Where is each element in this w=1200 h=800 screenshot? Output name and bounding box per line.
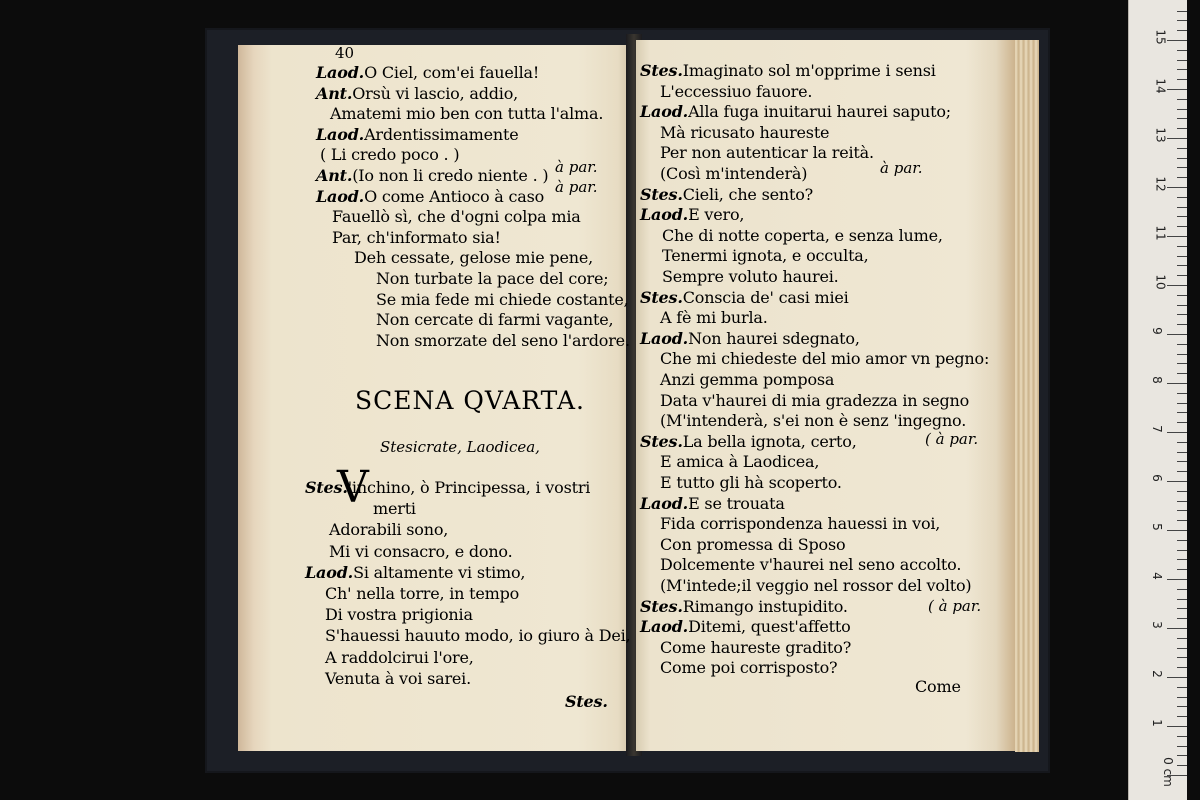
text-line <box>660 309 768 327</box>
ruler-tick <box>1177 99 1187 100</box>
verse-text: Come haureste gradito? <box>660 637 852 657</box>
speaker-label: Stes. <box>640 61 683 80</box>
ruler-tick <box>1167 285 1187 286</box>
text-line <box>376 311 613 329</box>
ruler-tick <box>1177 197 1187 198</box>
verse-text: Rimango instupidito. <box>682 596 848 616</box>
verse-text: Imaginato sol m'opprime i sensi <box>682 61 936 80</box>
ruler-tick <box>1177 275 1187 276</box>
ruler-tick <box>1177 618 1187 619</box>
ruler-tick <box>1177 373 1187 374</box>
text-line <box>376 332 630 350</box>
catchword: Stes. <box>565 692 608 711</box>
text-line <box>660 474 842 492</box>
ruler-tick <box>1167 334 1187 335</box>
ruler-label: 6 <box>1149 474 1164 482</box>
verse-text: Mi vi consacro, e dono. <box>329 541 513 561</box>
verse-text: Sempre voluto haurei. <box>662 267 839 286</box>
text-line <box>325 627 630 645</box>
text-line <box>640 103 951 121</box>
ruler-tick <box>1177 412 1187 413</box>
verse-text: Che di notte coperta, e senza lume, <box>662 225 943 245</box>
ruler-label: 10 <box>1153 274 1168 290</box>
verse-text: Fauellò sì, che d'ogni colpa mia <box>332 207 581 227</box>
text-line <box>640 433 857 451</box>
text-line <box>662 247 869 265</box>
ruler-tick <box>1177 442 1187 443</box>
ruler-tick <box>1177 559 1187 560</box>
ruler-tick <box>1177 648 1187 649</box>
text-line <box>325 606 473 624</box>
ruler-tick <box>1177 324 1187 325</box>
ruler-label: 15 <box>1153 29 1168 45</box>
speaker-label: Laod. <box>316 124 365 144</box>
verse-text: (M'intenderà, s'ei non è senz 'ingegno. <box>660 411 967 431</box>
ruler-tick <box>1177 177 1187 178</box>
ruler-tick <box>1177 158 1187 159</box>
text-line <box>329 543 512 561</box>
ruler-tick <box>1177 226 1187 227</box>
text-line <box>640 289 849 307</box>
verse-text: Come poi corrisposto? <box>660 658 838 678</box>
verse-text: O Ciel, com'ei fauella! <box>364 63 540 82</box>
verse-text: Non smorzate del seno l'ardore. <box>376 330 630 350</box>
speaker-label: Laod. <box>640 205 689 225</box>
ruler-label: 4 <box>1149 572 1164 580</box>
text-line <box>320 146 459 164</box>
text-line <box>325 670 471 688</box>
ruler-tick <box>1177 608 1187 609</box>
text-line <box>329 521 448 539</box>
verse-text: A raddolcirui l'ore, <box>325 647 474 667</box>
ruler-label: 0 cm <box>1160 757 1175 787</box>
text-line <box>354 249 593 267</box>
ruler-tick <box>1177 207 1187 208</box>
verse-text: Adorabili sono, <box>329 520 449 540</box>
text-line <box>662 268 839 286</box>
text-line <box>660 350 989 368</box>
ruler-tick <box>1177 471 1187 472</box>
ruler-tick <box>1177 265 1187 266</box>
text-line <box>660 515 940 533</box>
speaker-label: Stes. <box>640 431 683 451</box>
ruler-tick <box>1167 138 1187 139</box>
verse-text: Orsù vi lascio, addio, <box>352 83 519 103</box>
ruler-tick <box>1177 746 1187 747</box>
verse-text: Par, ch'informato sia! <box>332 227 501 247</box>
verse-text: Conscia de' casi miei <box>682 287 849 307</box>
ruler-tick <box>1177 69 1187 70</box>
speaker-label: Laod. <box>305 562 354 582</box>
scene-title: SCENA QVARTA. <box>355 386 585 415</box>
text-line <box>660 536 845 554</box>
ruler-tick <box>1177 295 1187 296</box>
ruler-tick <box>1167 579 1187 580</box>
ruler-label: 2 <box>1149 670 1164 678</box>
ruler-tick <box>1177 491 1187 492</box>
ruler-tick <box>1177 393 1187 394</box>
aside-note: ( à par. <box>925 430 979 448</box>
text-line <box>640 186 813 204</box>
text-line <box>332 229 501 247</box>
verse-text: Con promessa di Sposo <box>660 534 846 554</box>
text-line <box>316 85 518 103</box>
ruler-tick <box>1167 236 1187 237</box>
verse-text: Fida corrispondenza hauessi in voi, <box>660 514 941 534</box>
ruler-label: 13 <box>1153 127 1168 143</box>
ruler-tick <box>1177 344 1187 345</box>
verse-text: Alla fuga inuitarui haurei saputo; <box>688 102 951 122</box>
ruler-tick <box>1177 461 1187 462</box>
ruler-tick <box>1177 569 1187 570</box>
verse-text: Tenermi ignota, e occulta, <box>662 246 869 266</box>
text-line <box>325 585 519 603</box>
ruler-tick <box>1177 667 1187 668</box>
text-line <box>660 412 966 430</box>
text-line <box>325 649 474 667</box>
speaker-label: Stes. <box>640 287 683 307</box>
speaker-label: Ant. <box>316 83 353 103</box>
scene-characters: Stesicrate, Laodicea, <box>380 438 540 456</box>
aside-note: à par. <box>555 178 598 196</box>
ruler-tick <box>1177 246 1187 247</box>
ruler-label: 11 <box>1153 225 1168 241</box>
text-line <box>316 167 548 185</box>
text-line <box>660 83 812 101</box>
verse-text: Ditemi, quest'affetto <box>688 617 851 637</box>
text-line <box>660 659 837 677</box>
speaker-label: Laod. <box>316 63 365 82</box>
page-edges <box>1015 40 1039 752</box>
ruler-label: 8 <box>1149 376 1164 384</box>
speaker-label: Laod. <box>640 493 689 513</box>
ruler-label: 7 <box>1149 425 1164 433</box>
ruler-tick <box>1167 530 1187 531</box>
verse-text: La bella ignota, certo, <box>682 431 857 451</box>
text-line <box>660 392 969 410</box>
verse-text: Ch' nella torre, in tempo <box>325 584 520 603</box>
text-line <box>660 639 851 657</box>
ruler-tick <box>1177 657 1187 658</box>
ruler-tick <box>1167 481 1187 482</box>
ruler-tick <box>1177 314 1187 315</box>
ruler-tick <box>1177 422 1187 423</box>
ruler-tick <box>1177 256 1187 257</box>
text-line <box>316 64 539 82</box>
text-line <box>660 577 971 595</box>
ruler-tick <box>1177 60 1187 61</box>
text-line <box>640 495 785 513</box>
verse-text: Amatemi mio ben con tutta l'alma. <box>330 104 604 124</box>
ruler-tick <box>1177 216 1187 217</box>
ruler-label: 14 <box>1153 78 1168 94</box>
ruler-tick <box>1177 520 1187 521</box>
speaker-label: Stes. <box>640 596 683 616</box>
verse-text: Di vostra prigionia <box>325 605 473 625</box>
ruler-tick <box>1167 89 1187 90</box>
ruler-tick <box>1177 109 1187 110</box>
verse-text: Non haurei sdegnato, <box>688 328 860 348</box>
ruler-tick <box>1177 755 1187 756</box>
text-line <box>660 165 807 183</box>
verse-text: Se mia fede mi chiede costante, <box>376 289 629 309</box>
text-line <box>660 371 834 389</box>
ruler-tick <box>1167 383 1187 384</box>
verse-text: A fè mi burla. <box>660 308 768 328</box>
speaker-label: Ant. <box>316 166 353 185</box>
text-line <box>376 270 608 288</box>
verse-text: Venuta à voi sarei. <box>325 668 471 688</box>
ruler-tick <box>1177 540 1187 541</box>
ruler-tick <box>1177 79 1187 80</box>
ruler-tick <box>1177 403 1187 404</box>
ruler-tick <box>1177 706 1187 707</box>
verse-text: E vero, <box>688 205 745 225</box>
ruler-tick <box>1167 187 1187 188</box>
speaker-label: Laod. <box>316 186 365 206</box>
ruler-tick <box>1177 736 1187 737</box>
text-line <box>640 618 851 636</box>
verse-text: Per non autenticar la reità. <box>660 143 874 163</box>
ruler-tick <box>1177 128 1187 129</box>
text-line <box>332 208 581 226</box>
verse-text: merti <box>373 499 416 519</box>
ruler-tick <box>1177 452 1187 453</box>
ruler-tick <box>1177 716 1187 717</box>
verse-text: Non turbate la pace del core; <box>376 269 609 288</box>
ruler-label: 3 <box>1149 621 1164 629</box>
text-line <box>640 206 744 224</box>
text-line <box>660 124 829 142</box>
ruler-tick <box>1177 118 1187 119</box>
verse-text: O come Antioco à caso <box>364 186 545 206</box>
verse-text: (Io non li credo niente . ) <box>352 166 549 185</box>
verse-text: L'eccessiuo fauore. <box>660 81 813 101</box>
ruler-tick <box>1177 167 1187 168</box>
verse-text: Non cercate di farmi vagante, <box>376 310 614 330</box>
verse-text: ( Li credo poco . ) <box>320 145 460 165</box>
verse-text: Cieli, che sento? <box>682 184 813 204</box>
ruler-tick <box>1177 11 1187 12</box>
ruler-tick <box>1177 589 1187 590</box>
text-line <box>373 500 416 518</box>
speaker-label: Laod. <box>640 328 689 348</box>
text-line <box>330 105 603 123</box>
verse-text: E amica à Laodicea, <box>660 452 820 472</box>
ruler-label: 5 <box>1149 523 1164 531</box>
page-number: 40 <box>335 44 355 62</box>
text-line <box>640 598 848 616</box>
ruler-tick <box>1177 599 1187 600</box>
verse-text: Data v'haurei di mia gradezza in segno <box>660 390 970 410</box>
catchword: Come <box>915 677 961 696</box>
text-line <box>640 62 936 80</box>
ruler-tick <box>1177 510 1187 511</box>
text-line <box>316 188 544 206</box>
ruler-tick <box>1177 765 1187 766</box>
verse-text: (Così m'intenderà) <box>660 164 808 183</box>
text-line <box>305 479 590 497</box>
text-line <box>376 291 629 309</box>
text-line <box>640 330 860 348</box>
verse-text: 'inchino, ò Principessa, i vostri <box>347 478 591 497</box>
verse-text: E tutto gli hà scoperto. <box>660 473 842 492</box>
aside-note: ( à par. <box>928 597 982 615</box>
aside-note: à par. <box>555 158 598 176</box>
verse-text: (M'intede;il veggio nel rossor del volto) <box>660 576 972 595</box>
verse-text: Dolcemente v'haurei nel seno accolto. <box>660 555 962 575</box>
ruler-tick <box>1167 726 1187 727</box>
ruler-tick <box>1177 30 1187 31</box>
ruler-tick <box>1177 305 1187 306</box>
ruler-tick <box>1167 628 1187 629</box>
ruler-tick <box>1177 638 1187 639</box>
verse-text: Che mi chiedeste del mio amor vn pegno: <box>660 349 990 369</box>
ruler-tick <box>1177 354 1187 355</box>
text-line <box>316 126 519 144</box>
text-line <box>305 564 525 582</box>
ruler-tick <box>1177 20 1187 21</box>
speaker-label: Stes. <box>305 478 348 497</box>
verse-text: Anzi gemma pomposa <box>660 370 835 389</box>
verse-text: Deh cessate, gelose mie pene, <box>354 248 593 268</box>
text-line <box>660 144 874 162</box>
drop-cap-letter: V <box>337 462 369 513</box>
verse-text: E se trouata <box>688 493 785 513</box>
ruler-tick <box>1167 432 1187 433</box>
text-line <box>660 453 819 471</box>
ruler-label: 12 <box>1153 176 1168 192</box>
ruler-label: 9 <box>1149 327 1164 335</box>
ruler-tick <box>1177 697 1187 698</box>
verse-text: Ardentissimamente <box>364 124 519 144</box>
ruler-tick <box>1167 677 1187 678</box>
ruler-tick <box>1177 148 1187 149</box>
ruler-tick <box>1177 363 1187 364</box>
ruler-tick <box>1177 550 1187 551</box>
ruler-tick <box>1167 40 1187 41</box>
speaker-label: Laod. <box>640 102 689 122</box>
verse-text: S'hauessi hauuto modo, io giuro à Dei, <box>325 626 631 646</box>
ruler-label: 1 <box>1149 719 1164 727</box>
speaker-label: Stes. <box>640 184 683 204</box>
measuring-ruler <box>1128 0 1187 800</box>
verse-text: Si altamente vi stimo, <box>353 562 526 582</box>
text-line <box>662 227 943 245</box>
ruler-tick <box>1177 50 1187 51</box>
text-line <box>660 556 961 574</box>
ruler-tick <box>1177 687 1187 688</box>
ruler-tick <box>1177 501 1187 502</box>
speaker-label: Laod. <box>640 617 689 637</box>
verse-text: Mà ricusato haureste <box>660 122 830 142</box>
aside-note: à par. <box>880 159 923 177</box>
